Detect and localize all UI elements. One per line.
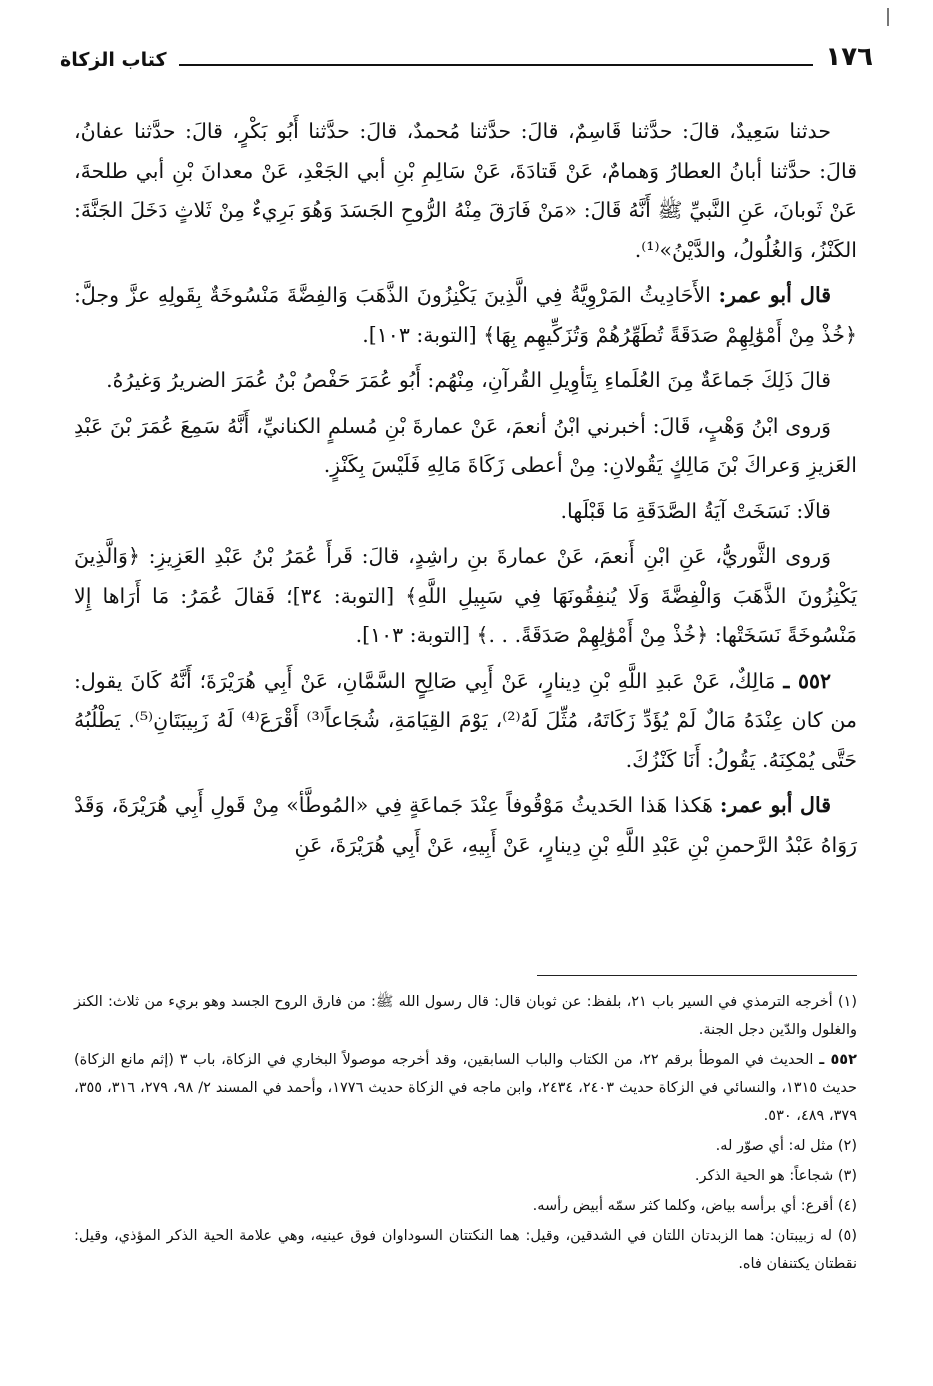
paragraph-abu-umar-2 bbox=[74, 786, 857, 865]
main-text bbox=[74, 112, 857, 871]
paragraph-text: مَالِكٌ، عَنْ عَبدِ اللَّهِ بْنِ دِينارٍ، عَنْ أَبِي صَالِحٍ السَّمَّانِ، عَنْ أَبِي هُرَيْرَةَ؛ أَنَّهُ كَانَ يقول: من كان عِنْدَهُ مَالٌ لَمْ يُؤَدِّ زَكَاتَهُ، مُثِّلَ لَهُ⁽²⁾، يَوْمَ القِيَامَةِ، شُجَاعاً⁽³⁾ أَقْرَعَ⁽⁴⁾ لَهُ زَبِيبَتَانِ⁽⁵⁾. يَطْلُبُهُ حَتَّى يُمْكِنَهُ. يَقُولُ: أَنَا كَنْزُكَ. bbox=[74, 668, 857, 772]
footnote-1: (١) أخرجه الترمذي في السير باب ٢١، بلفظ: عن ثوبان قال: قال رسول الله ﷺ: من فارق الروح الجسد وهو بريء من ثلاث: الكنز والغلول والدّين دجل الجنة. bbox=[74, 994, 857, 1038]
paragraph-abu-umar-1 bbox=[74, 276, 857, 355]
paragraph-ibn-wahb: وَروى ابْنُ وَهْبٍ، قَالَ: أخبرني ابْنُ أنعمَ، عَنْ عمارةَ بْنِ مُسلمٍ الكنانيِّ، أَنَّهُ سَمِعَ عُمَرَ بْنَ عَبْدِ العَزيزِ وَعراكَ بْنَ مَالِكٍ يَقُولانِ: مِنْ أعطى زَكَاةَ مَالِهِ فَلَيْسَ بِكَنْزٍ. bbox=[74, 413, 857, 477]
footnote-3: (٣) شجاعاً: هو الحية الذكر. bbox=[694, 1168, 857, 1184]
footnote-552 bbox=[74, 1046, 857, 1130]
footnote-number: ٥٥٢ ـ bbox=[819, 1052, 858, 1068]
speaker-label: قال أبو عمر: bbox=[719, 793, 831, 817]
page-number: ١٧٦ bbox=[825, 42, 873, 72]
paragraph-isnad: حدثنا سَعِيدٌ، قالَ: حدَّثنا قَاسِمٌ، قالَ: حدَّثنا مُحمدٌ، قالَ: حدَّثنا أَبُو بَكْرٍ، قالَ: حدَّثنا عفانُ، قالَ: حدَّثنا أبانُ العطارُ وَهمامٌ، عَنْ قَتادَةَ، عَنْ سَالِمِ بْنِ أبي الجَعْدِ، عَنْ معدانَ بْنِ أبي طلحةَ، عَنْ ثَوبانَ، عَنِ النَّبيِّ ﷺ أَنَّهُ قَالَ: «مَنْ فَارَقَ مِنْهُ الرُّوحِ الجَسَدَ وَهُوَ بَرِيءٌ مِنْ ثَلاثٍ دَخَلَ الجَنَّةَ: الكَنْزُ، وَالغُلُولُ، والدَّيْنُ»⁽¹⁾. bbox=[74, 119, 857, 262]
footnotes bbox=[74, 988, 857, 1280]
header-rule bbox=[179, 64, 814, 66]
scan-edge-mark bbox=[887, 8, 889, 26]
paragraph-thawri: وَروى الثَّوريُّ، عَنِ ابْنِ أَنعمَ، عَنْ عمارةَ بنِ راشِدٍ، قالَ: قَرأَ عُمَرُ بْنُ عَبْدِ العَزِيزِ: ﴿وَالَّذِينَ يَكْنِزُونَ الذَّهَبَ وَالْفِضَّةَ وَلَا يُنفِقُونَهَا فِي سَبِيلِ اللَّهِ﴾ [التوبة: ٣٤]؛ فَقالَ عُمَرُ: مَا أَرَاها إِلا مَنْسُوخَةً نَسَخَتْها: ﴿خُذْ مِنْ أَمْوَٰلِهِمْ صَدَقَةً. . .﴾ [التوبة: ١٠٣]. bbox=[74, 544, 857, 647]
speaker-label: قال أبو عمر: bbox=[718, 283, 831, 307]
footnote-text: الحديث في الموطأ برقم ٢٢، من الكتاب والباب السابقين، وقد أخرجه موصولاً البخاري في الزكاة، باب ٣ (إثم مانع الزكاة) حديث ١٣١٥، والنسائي في الزكاة حديث ٢٤٠٣، ٢٤٣٤، وابن ماجه في الزكاة حديث ١٧٧٦، وأحمد في المسند ٢/ ٩٨، ٢٧٩، ٣١٦، ٣٥٥، ٣٧٩، ٤٨٩، ٥٣٠. bbox=[74, 1052, 857, 1124]
book-title: كتاب الزكاة bbox=[60, 49, 167, 71]
paragraph-scholars: قالَ ذَلِكَ جَماعَةٌ مِنَ العُلَماءِ بِتَأوِيلِ القُرآنِ، مِنْهُم: أَبُو عُمَرَ حَفْصُ بْنُ عُمَرَ الضريرُ وَغيرُهُ. bbox=[106, 368, 831, 392]
footnote-5: (٥) له زبيبتان: هما الزبدتان اللتان في الشدقين، وقيل: هما النكتتان السوداوان فوق عينيه، وهي علامة الحية الذكر المؤذي، وقيل: نقطتان يكتنفان فاه. bbox=[74, 1228, 857, 1272]
paragraph-abrogation: قالَا: نَسَخَتْ آيَةُ الصَّدَقَةِ مَا قَبْلَها. bbox=[560, 498, 831, 523]
paragraph-text: هَكذا هَذا الحَديثُ مَوْقُوفاً عِنْدَ جَماعَةٍ فِي «المُوطَّأ» مِنْ قَولِ أَبِي هُرَيْرَةَ، وَقَدْ رَوَاهُ عَبْدُ الرَّحمنِ بْنِ عَبْدِ اللَّهِ بْنِ دِينارٍ، عَنْ أَبِيهِ، عَنْ أَبِي هُرَيْرَةَ، عَنِ bbox=[74, 793, 857, 857]
footnote-4: (٤) أقرع: أي برأسه بياض، وكلما كثر سمّه أبيض رأسه. bbox=[532, 1198, 857, 1214]
paragraph-hadith-552 bbox=[74, 662, 857, 781]
running-header bbox=[60, 38, 873, 72]
footnote-separator bbox=[537, 975, 857, 976]
hadith-number: ٥٥٢ ـ bbox=[783, 668, 831, 693]
paragraph-text: الأَحَادِيثُ المَرْوِيَّةُ فِي الَّذِينَ يَكْنِزُونَ الذَّهَبَ وَالفِضَّةَ مَنْسُوخَةٌ بِقَولِهِ عزَّ وجلَّ: ﴿خُذْ مِنْ أَمْوَٰلِهِمْ صَدَقَةً تُطَهِّرُهُمْ وَتُزَكِّيهِم بِهَا﴾ [التوبة: ١٠٣]. bbox=[74, 283, 857, 347]
footnote-2: (٢) مثل له: أي صوّر له. bbox=[715, 1138, 857, 1154]
